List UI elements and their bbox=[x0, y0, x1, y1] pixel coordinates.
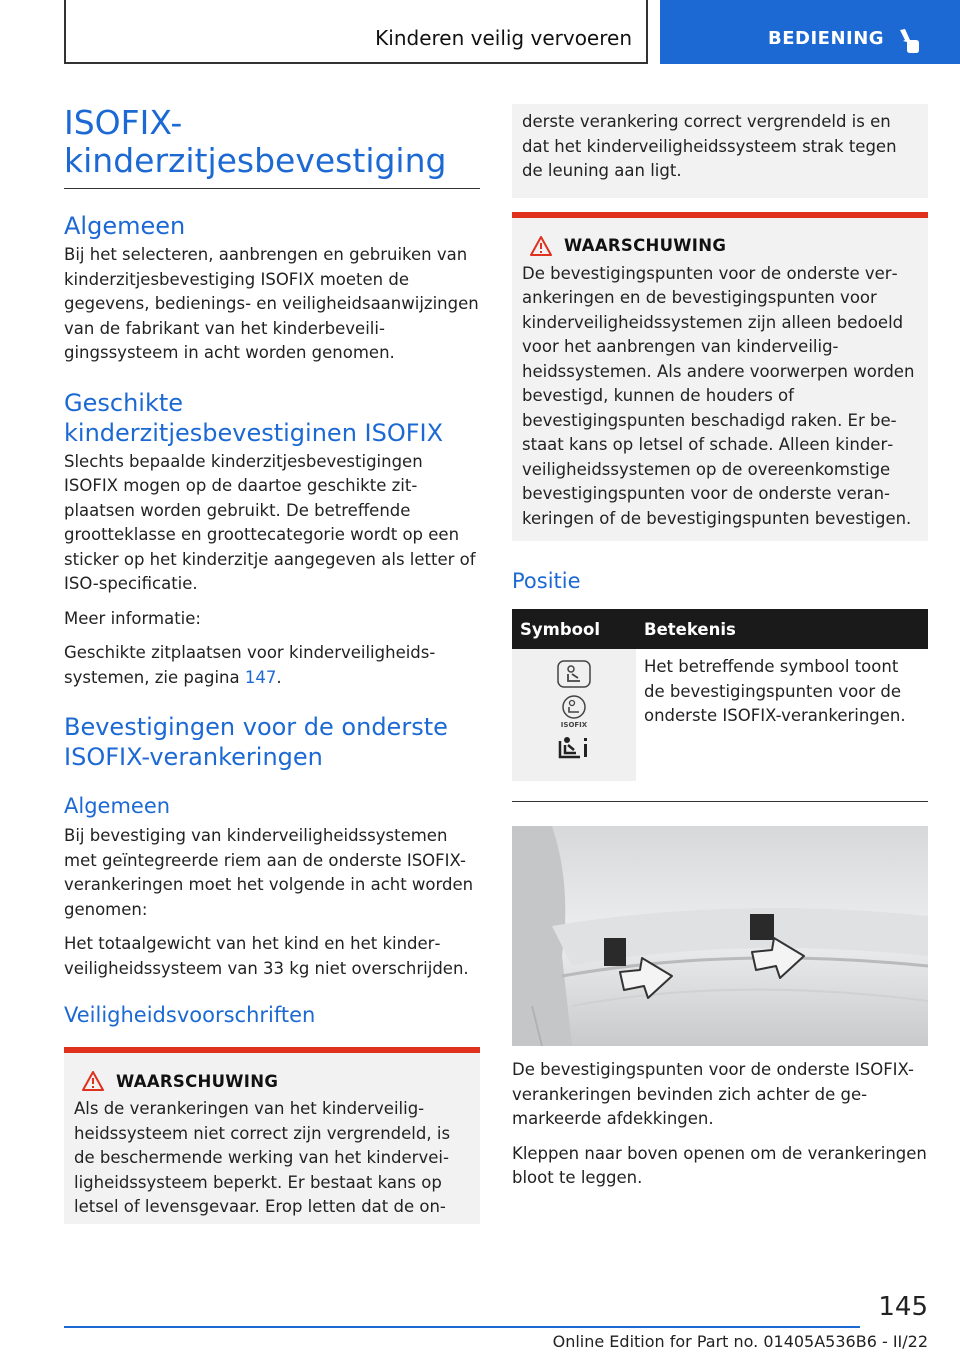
warning-header-2 bbox=[530, 236, 918, 256]
child-seat-icon bbox=[554, 657, 594, 691]
symbol-cell bbox=[512, 649, 636, 781]
paragraph-meer-info: Meer informatie: bbox=[64, 608, 201, 628]
warning-text-2: De bevestigingspunten voor de onderste verankeringen en de bevestigingspunten voor kinderveiligheidssystemen zijn alleen bedoeld voor het aanbrengen van kinderveiligheidssystemen. Als andere voorwerpen worden bevestigd, kunnen de houders of bevestigingspunten beschadigd raken. Er bestaat kans op letsel of schade. Alleen kinderveiligheidssystemen op de overeenkomstige bevestigingspunten voor de onderste verankeringen of de bevestigingspunten bevestigen. bbox=[522, 263, 915, 528]
table-row bbox=[512, 649, 928, 781]
isofix-anchor-photo bbox=[512, 826, 928, 1046]
photo-caption: De bevestigingspunten voor de onderste ISOFIX-verankeringen bevinden zich achter de gemarkeerde afdekkingen. bbox=[512, 1060, 914, 1128]
heading-algemeen: Algemeen bbox=[64, 212, 186, 240]
table-header-row bbox=[512, 609, 928, 649]
isofix-child-seat-icon bbox=[554, 693, 594, 729]
warning-header-1 bbox=[82, 1071, 470, 1091]
page-title-line1: ISOFIX- bbox=[64, 103, 183, 142]
paragraph-kleppen: Kleppen naar boven openen om de verankeringen bloot te leggen. bbox=[512, 1143, 927, 1187]
page-title-line2: kinderzitjesbevestiging bbox=[64, 141, 447, 180]
paragraph-reference bbox=[64, 641, 480, 690]
child-seat-info-icon bbox=[554, 731, 594, 765]
warning-box-1 bbox=[64, 1047, 480, 1224]
header-section-box bbox=[64, 0, 648, 64]
footer-rule bbox=[64, 1326, 860, 1328]
warning-triangle-icon bbox=[82, 1071, 104, 1091]
heading-positie: Positie bbox=[512, 569, 581, 593]
paragraph-algemeen: Bij het selecteren, aanbrengen en gebruiken van kinderzitjesbevestiging ISOFIX moeten de gegevens, bedienings- en veiligheidsaanwijzingen van de fabrikant van het kinderbeveiligingssysteem in acht worden genomen. bbox=[64, 245, 479, 362]
page-title bbox=[64, 104, 480, 189]
heading-veiligheid: Veiligheidsvoorschriften bbox=[64, 1003, 316, 1027]
reference-end: . bbox=[276, 667, 282, 687]
paragraph-geschikte: Slechts bepaalde kinderzitjesbevestigingen ISOFIX mogen op de daartoe geschikte zitplaatsen worden gebruikt. De betreffende grootteklasse en groottecategorie wordt op een sticker op het kinderzitje aangegeven als letter of ISO-specificatie. bbox=[64, 451, 476, 593]
meaning-cell: Het betreffende symbool toont de bevestigingspunten voor de onderste ISOFIX-verankeringen. bbox=[644, 657, 906, 725]
warning-label-1: WAARSCHUWING bbox=[116, 1071, 279, 1091]
hand-pointer-icon bbox=[896, 28, 920, 54]
paragraph-algemeen-2: Bij bevestiging van kinderveiligheidssystemen met geïntegreerde riem aan de onderste ISOFIX-verankeringen moet het volgende in acht worden genomen: bbox=[64, 826, 474, 919]
header-chapter-box bbox=[660, 0, 960, 64]
heading-bevestigingen: Bevestigingen voor de onderste ISOFIX-verankeringen bbox=[64, 713, 448, 771]
header-section-title: Kinderen veilig vervoeren bbox=[375, 26, 632, 50]
warning-text-1: Als de verankeringen van het kinderveiligheidssysteem niet correct zijn vergrendeld, is de beschermende werking van het kinderveiligheidssysteem beperkt. Er bestaat kans op letsel of levensgevaar. Erop letten dat de on- bbox=[74, 1099, 451, 1216]
warning-label-2: WAARSCHUWING bbox=[564, 236, 727, 255]
isofix-label: ISOFIX bbox=[560, 721, 588, 729]
page-number: 145 bbox=[878, 1292, 928, 1322]
footer-edition: Online Edition for Part no. 01405A536B6 - II/22 bbox=[552, 1332, 928, 1351]
warning-box-2 bbox=[512, 212, 928, 542]
warning-box-1-continued bbox=[512, 104, 928, 198]
header-chapter-title: BEDIENING bbox=[768, 28, 885, 49]
section-divider bbox=[512, 801, 928, 802]
heading-geschikte: Geschikte kinderzitjesbevestiginen ISOFIX bbox=[64, 388, 444, 447]
symbol-table bbox=[512, 609, 928, 781]
reference-text: Geschikte zitplaatsen voor kinderveiligheidssystemen, zie pagina bbox=[64, 643, 436, 687]
heading-algemeen-2: Algemeen bbox=[64, 794, 171, 818]
paragraph-totaalgewicht: Het totaalgewicht van het kind en het kinderveiligheidssysteem van 33 kg niet overschrijden. bbox=[64, 934, 469, 978]
left-column bbox=[64, 96, 480, 1224]
warning-triangle-icon bbox=[530, 236, 552, 256]
table-header-symbool: Symbool bbox=[512, 609, 636, 649]
right-column bbox=[512, 104, 928, 1201]
warning-text-1-continued: derste verankering correct vergrendeld is en dat het kinderveiligheidssysteem strak tegen de leuning aan ligt. bbox=[522, 112, 897, 180]
page-reference-link[interactable]: 147 bbox=[244, 667, 277, 687]
table-header-betekenis: Betekenis bbox=[636, 609, 928, 649]
